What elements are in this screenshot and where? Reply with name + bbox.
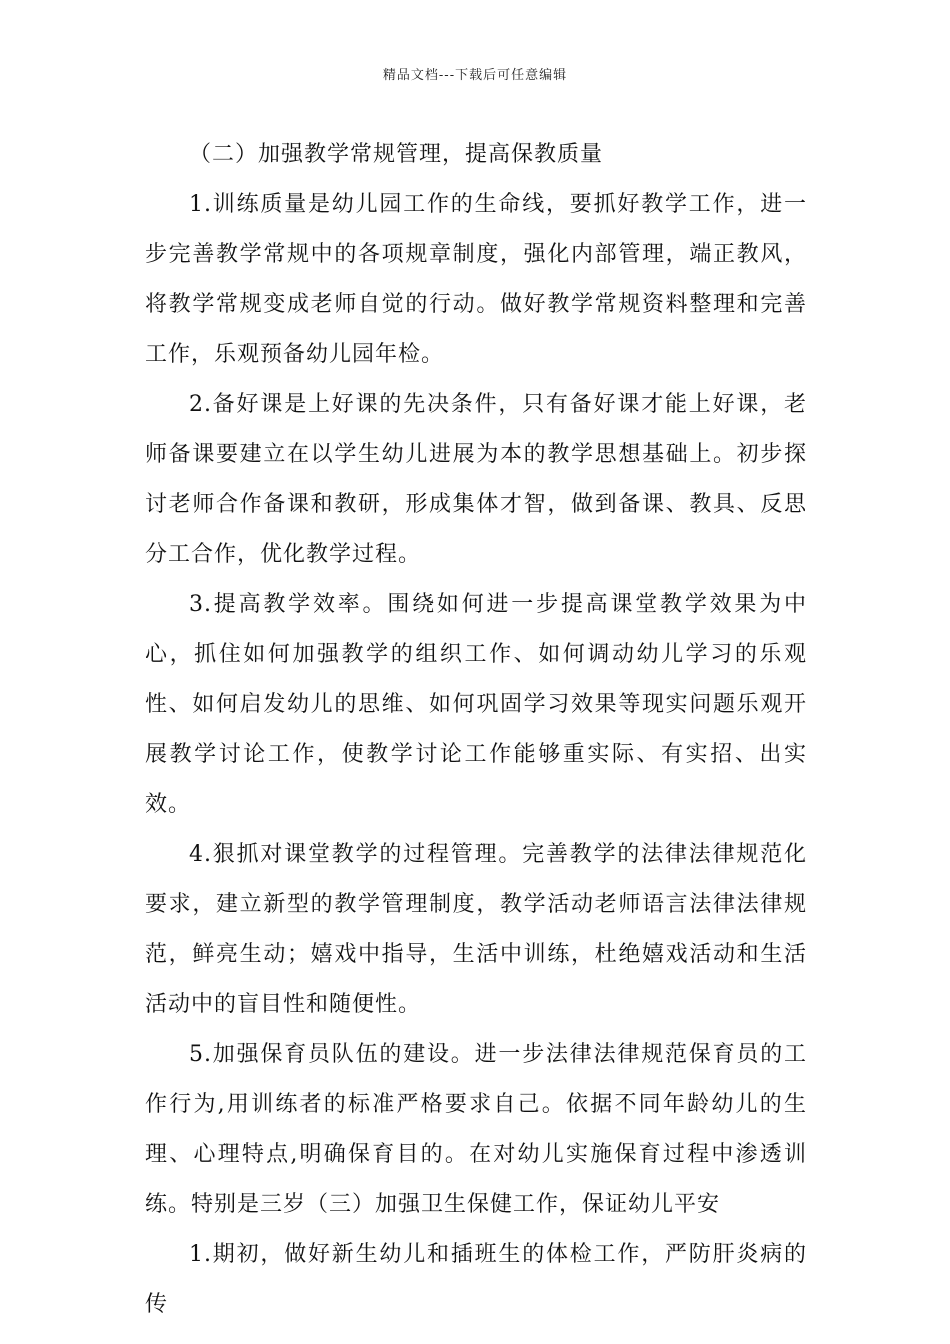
paragraph-2: 2.备好课是上好课的先决条件，只有备好课才能上好课，老师备课要建立在以学生幼儿进展为本的教学思想基础上。初步探讨老师合作备课和教研，形成集体才智，做到备课、教具、反思分工合作，优化教学过程。: [145, 392, 807, 567]
paragraph-5: 5.加强保育员队伍的建设。进一步法律法律规范保育员的工作行为,用训练者的标准严格要求自己。依据不同年龄幼儿的生理、心理特点,明确保育目的。在对幼儿实施保育过程中渗透训练。特别是三岁（三）加强卫生保健工作，保证幼儿平安: [145, 1042, 807, 1217]
section-heading: （二）加强教学常规管理，提高保教质量: [189, 142, 604, 167]
paragraph-1: 1.训练质量是幼儿园工作的生命线，要抓好教学工作，进一步完善教学常规中的各项规章制度，强化内部管理，端正教风，将教学常规变成老师自觉的行动。做好教学常规资料整理和完善工作，乐观预备幼儿园年检。: [145, 192, 807, 367]
paragraph-4: 4.狠抓对课堂教学的过程管理。完善教学的法律法律规范化要求，建立新型的教学管理制度，教学活动老师语言法律法律规范，鲜亮生动；嬉戏中指导，生活中训练，杜绝嬉戏活动和生活活动中的盲目性和随便性。: [145, 842, 807, 1017]
page-header: 精品文档---下载后可任意编辑: [382, 68, 568, 83]
paragraph-6: 1.期初，做好新生幼儿和插班生的体检工作，严防肝炎病的传: [145, 1242, 807, 1317]
document-body: [145, 130, 807, 1330]
paragraph-3: 3.提高教学效率。围绕如何进一步提高课堂教学效果为中心，抓住如何加强教学的组织工作、如何调动幼儿学习的乐观性、如何启发幼儿的思维、如何巩固学习效果等现实问题乐观开展教学讨论工作，使教学讨论工作能够重实际、有实招、出实效。: [145, 592, 807, 817]
